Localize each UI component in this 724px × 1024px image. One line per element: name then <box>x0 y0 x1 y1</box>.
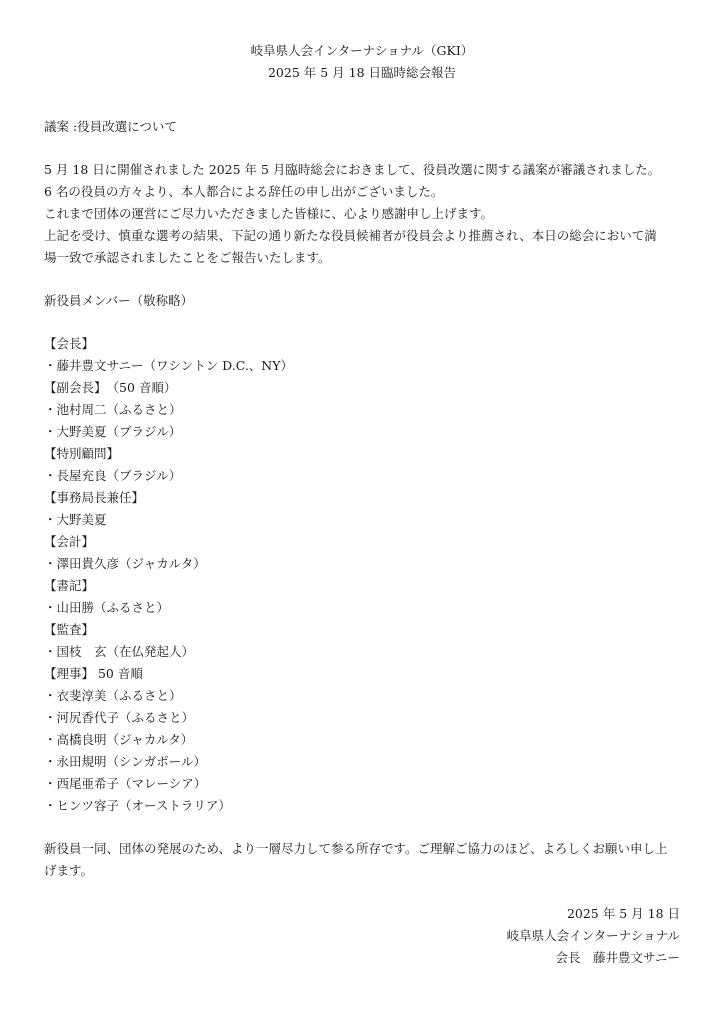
intro-line: 上記を受け、慎重な選考の結果、下記の通り新たな役員候補者が役員会より推薦され、本日の総会において満 <box>44 228 657 243</box>
member-entry: ・澤田貴久彦（ジャカルタ） <box>44 556 206 571</box>
role-heading: 【書記】 <box>44 578 95 593</box>
member-entry: ・長屋充良（ブラジル） <box>44 468 182 483</box>
member-entry: ・大野美夏 <box>44 512 107 527</box>
closing-line: げます。 <box>44 863 94 878</box>
report-title: 2025 年 5 月 18 日臨時総会報告 <box>267 65 457 80</box>
role-heading: 【事務局長兼任】 <box>44 490 145 505</box>
closing-line: 新役員一同、団体の発展のため、より一層尽力して参る所存です。ご理解ご協力のほど、よろしくお願い申し上 <box>44 841 668 856</box>
intro-line: 6 名の役員の方々より、本人都合による辞任の申し出がございました。 <box>44 184 444 199</box>
member-entry: ・ヒンツ容子（オーストラリア） <box>44 798 231 813</box>
member-entry: ・衣斐淳美（ふるさと） <box>44 688 182 703</box>
role-heading: 【監査】 <box>44 622 95 637</box>
closing-paragraph <box>44 838 680 882</box>
member-entry: ・山田勝（ふるさと） <box>44 600 170 615</box>
member-entry: ・藤井豊文サニー（ワシントン D.C.、NY） <box>44 358 293 373</box>
member-entry: ・永田規明（シンガポール） <box>44 754 206 769</box>
role-heading: 【会計】 <box>44 534 95 549</box>
members-title: 新役員メンバー（敬称略） <box>44 293 194 308</box>
member-entry: ・高橋良明（ジャカルタ） <box>44 732 194 747</box>
member-entry: ・池村周二（ふるさと） <box>44 402 182 417</box>
signature-signer: 会長 藤井豊文サニー <box>555 950 680 965</box>
signature-block <box>44 903 680 969</box>
organization-title: 岐阜県人会インターナショナル（GKI） <box>250 43 474 58</box>
role-heading: 【特別顧問】 <box>44 446 120 461</box>
member-entry: ・大野美夏（ブラジル） <box>44 424 182 439</box>
member-entry: ・国枝 玄（在仏発起人） <box>44 644 195 659</box>
signature-date: 2025 年 5 月 18 日 <box>566 906 680 921</box>
signature-organization: 岐阜県人会インターナショナル <box>506 928 680 943</box>
member-entry: ・西尾亜希子（マレーシア） <box>44 776 207 791</box>
intro-line: 場一致で承認されましたことをご報告いたします。 <box>44 250 331 265</box>
member-entry: ・河尻香代子（ふるさと） <box>44 710 195 725</box>
intro-line: 5 月 18 日に開催されました 2025 年 5 月臨時総会におきまして、役員改選に関する議案が審議されました。 <box>44 162 661 177</box>
role-heading: 【会長】 <box>44 336 95 351</box>
intro-paragraph <box>44 159 680 269</box>
role-heading: 【理事】 50 音順 <box>44 666 143 681</box>
member-list <box>44 333 680 817</box>
agenda-line: 議案 :役員改選について <box>44 119 177 134</box>
intro-line: これまで団体の運営にご尽力いただきました皆様に、心より感謝申し上げます。 <box>44 206 494 221</box>
document-header <box>44 40 680 84</box>
role-heading: 【副会長】 （50 音順） <box>44 380 177 395</box>
